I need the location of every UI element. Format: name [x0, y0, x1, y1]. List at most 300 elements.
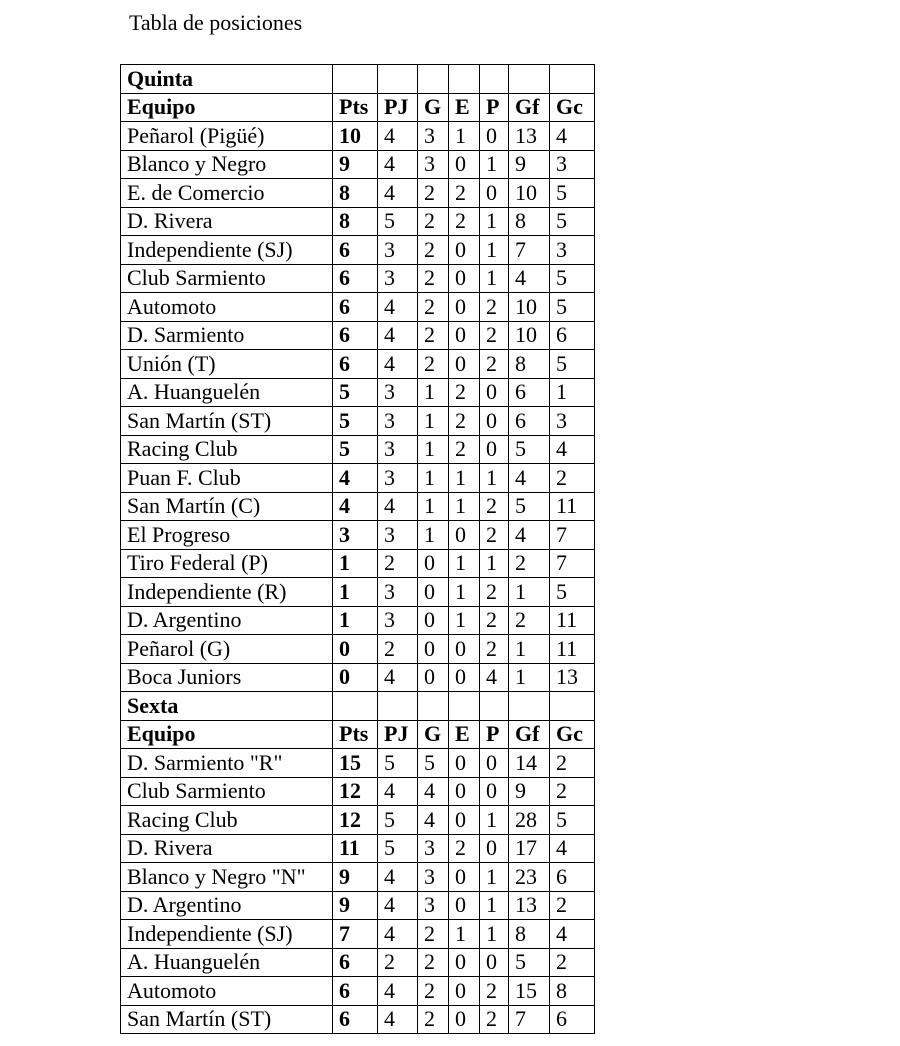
- cell-gc: 2: [550, 464, 595, 493]
- cell-p: 2: [480, 521, 509, 550]
- cell-e: 2: [449, 207, 480, 236]
- cell-gf: 15: [509, 977, 550, 1006]
- cell-e: 0: [449, 948, 480, 977]
- cell-e: 0: [449, 806, 480, 835]
- cell-g: 3: [418, 122, 449, 151]
- cell-p: 2: [480, 635, 509, 664]
- cell-e: 0: [449, 521, 480, 550]
- cell-g: 2: [418, 321, 449, 350]
- cell-p: 1: [480, 464, 509, 493]
- table-row: [121, 207, 595, 236]
- page-title: Tabla de posiciones: [129, 10, 303, 35]
- cell-e: 0: [449, 350, 480, 379]
- table-row: [121, 663, 595, 692]
- cell-gf: 14: [509, 749, 550, 778]
- cell-gc: 5: [550, 207, 595, 236]
- cell-pj: 5: [378, 207, 418, 236]
- cell-team: Independiente (SJ): [121, 236, 333, 265]
- cell-pts: 6: [333, 350, 378, 379]
- cell-p: 0: [480, 834, 509, 863]
- column-header-gc: Gc: [550, 93, 595, 122]
- column-header-row: [121, 93, 595, 122]
- cell-e: 0: [449, 635, 480, 664]
- cell-gf: 13: [509, 891, 550, 920]
- column-header-gf: Gf: [509, 93, 550, 122]
- empty-cell: [550, 65, 595, 94]
- cell-g: 1: [418, 521, 449, 550]
- cell-g: 2: [418, 1005, 449, 1034]
- cell-gf: 23: [509, 863, 550, 892]
- cell-e: 0: [449, 1005, 480, 1034]
- table-row: [121, 948, 595, 977]
- cell-p: 1: [480, 236, 509, 265]
- cell-gc: 5: [550, 179, 595, 208]
- cell-team: E. de Comercio: [121, 179, 333, 208]
- empty-cell: [449, 65, 480, 94]
- column-header-team: Equipo: [121, 93, 333, 122]
- table-row: [121, 891, 595, 920]
- table-row: [121, 150, 595, 179]
- cell-pj: 3: [378, 378, 418, 407]
- cell-pj: 3: [378, 578, 418, 607]
- cell-team: Automoto: [121, 977, 333, 1006]
- table-row: [121, 635, 595, 664]
- table-row: [121, 435, 595, 464]
- cell-p: 2: [480, 293, 509, 322]
- cell-pts: 7: [333, 920, 378, 949]
- cell-pts: 3: [333, 521, 378, 550]
- cell-g: 2: [418, 350, 449, 379]
- cell-team: Independiente (R): [121, 578, 333, 607]
- column-header-gf: Gf: [509, 720, 550, 749]
- cell-gf: 13: [509, 122, 550, 151]
- cell-pts: 10: [333, 122, 378, 151]
- empty-cell: [480, 65, 509, 94]
- cell-gf: 4: [509, 464, 550, 493]
- cell-team: D. Sarmiento "R": [121, 749, 333, 778]
- cell-gc: 5: [550, 293, 595, 322]
- cell-gc: 3: [550, 150, 595, 179]
- cell-team: D. Argentino: [121, 606, 333, 635]
- cell-pj: 3: [378, 606, 418, 635]
- table-row: [121, 749, 595, 778]
- column-header-g: G: [418, 720, 449, 749]
- empty-cell: [333, 692, 378, 721]
- cell-team: Automoto: [121, 293, 333, 322]
- column-header-row: [121, 720, 595, 749]
- section-title: Quinta: [121, 65, 333, 94]
- cell-pj: 4: [378, 777, 418, 806]
- cell-gf: 6: [509, 407, 550, 436]
- cell-team: Puan F. Club: [121, 464, 333, 493]
- cell-g: 0: [418, 606, 449, 635]
- table-row: [121, 236, 595, 265]
- cell-pj: 3: [378, 521, 418, 550]
- cell-gf: 1: [509, 663, 550, 692]
- cell-gf: 5: [509, 435, 550, 464]
- table-row: [121, 578, 595, 607]
- cell-p: 2: [480, 350, 509, 379]
- cell-team: Peñarol (G): [121, 635, 333, 664]
- cell-g: 5: [418, 749, 449, 778]
- cell-p: 4: [480, 663, 509, 692]
- cell-pj: 4: [378, 122, 418, 151]
- cell-e: 1: [449, 606, 480, 635]
- cell-g: 1: [418, 464, 449, 493]
- cell-team: Club Sarmiento: [121, 264, 333, 293]
- section-title-row: [121, 65, 595, 94]
- cell-team: D. Sarmiento: [121, 321, 333, 350]
- cell-e: 0: [449, 150, 480, 179]
- cell-p: 1: [480, 920, 509, 949]
- cell-pts: 9: [333, 150, 378, 179]
- cell-team: D. Argentino: [121, 891, 333, 920]
- cell-pj: 2: [378, 635, 418, 664]
- cell-pj: 3: [378, 435, 418, 464]
- cell-g: 2: [418, 920, 449, 949]
- cell-gc: 13: [550, 663, 595, 692]
- cell-g: 3: [418, 891, 449, 920]
- cell-pts: 6: [333, 236, 378, 265]
- column-header-g: G: [418, 93, 449, 122]
- cell-team: D. Rivera: [121, 834, 333, 863]
- cell-gf: 10: [509, 179, 550, 208]
- cell-e: 2: [449, 407, 480, 436]
- empty-cell: [449, 692, 480, 721]
- cell-gf: 17: [509, 834, 550, 863]
- cell-p: 0: [480, 378, 509, 407]
- cell-pj: 4: [378, 920, 418, 949]
- cell-gc: 2: [550, 749, 595, 778]
- cell-gf: 10: [509, 321, 550, 350]
- cell-pj: 3: [378, 464, 418, 493]
- cell-pts: 4: [333, 492, 378, 521]
- cell-p: 1: [480, 207, 509, 236]
- cell-gf: 5: [509, 948, 550, 977]
- cell-gf: 10: [509, 293, 550, 322]
- table-row: [121, 407, 595, 436]
- cell-pj: 5: [378, 806, 418, 835]
- cell-gf: 9: [509, 777, 550, 806]
- cell-p: 1: [480, 891, 509, 920]
- cell-p: 0: [480, 179, 509, 208]
- cell-pj: 4: [378, 891, 418, 920]
- cell-gc: 6: [550, 863, 595, 892]
- cell-pj: 4: [378, 977, 418, 1006]
- standings-table-body: [121, 65, 595, 1034]
- cell-e: 1: [449, 122, 480, 151]
- cell-pts: 0: [333, 635, 378, 664]
- cell-e: 0: [449, 264, 480, 293]
- cell-gf: 8: [509, 207, 550, 236]
- cell-team: Club Sarmiento: [121, 777, 333, 806]
- cell-team: Unión (T): [121, 350, 333, 379]
- column-header-e: E: [449, 720, 480, 749]
- table-row: [121, 977, 595, 1006]
- table-row: [121, 464, 595, 493]
- cell-pj: 2: [378, 948, 418, 977]
- table-row: [121, 521, 595, 550]
- cell-gf: 4: [509, 264, 550, 293]
- cell-g: 4: [418, 806, 449, 835]
- cell-gf: 4: [509, 521, 550, 550]
- table-row: [121, 122, 595, 151]
- cell-g: 2: [418, 948, 449, 977]
- table-row: [121, 1005, 595, 1034]
- empty-cell: [333, 65, 378, 94]
- cell-g: 2: [418, 236, 449, 265]
- cell-team: Blanco y Negro: [121, 150, 333, 179]
- cell-e: 0: [449, 977, 480, 1006]
- cell-gf: 8: [509, 920, 550, 949]
- cell-p: 0: [480, 948, 509, 977]
- cell-e: 2: [449, 435, 480, 464]
- cell-p: 2: [480, 321, 509, 350]
- table-row: [121, 321, 595, 350]
- cell-pj: 4: [378, 863, 418, 892]
- table-row: [121, 834, 595, 863]
- cell-g: 2: [418, 179, 449, 208]
- cell-pts: 9: [333, 863, 378, 892]
- cell-g: 4: [418, 777, 449, 806]
- cell-pj: 4: [378, 350, 418, 379]
- cell-p: 2: [480, 606, 509, 635]
- cell-team: Racing Club: [121, 435, 333, 464]
- cell-pts: 5: [333, 435, 378, 464]
- cell-pj: 4: [378, 150, 418, 179]
- cell-gf: 7: [509, 1005, 550, 1034]
- cell-e: 0: [449, 321, 480, 350]
- column-header-pj: PJ: [378, 93, 418, 122]
- table-row: [121, 863, 595, 892]
- cell-e: 1: [449, 492, 480, 521]
- cell-team: San Martín (ST): [121, 1005, 333, 1034]
- cell-p: 2: [480, 977, 509, 1006]
- cell-gc: 4: [550, 122, 595, 151]
- cell-e: 1: [449, 578, 480, 607]
- column-header-pj: PJ: [378, 720, 418, 749]
- cell-gc: 4: [550, 920, 595, 949]
- cell-p: 0: [480, 407, 509, 436]
- cell-gc: 2: [550, 891, 595, 920]
- empty-cell: [418, 692, 449, 721]
- cell-pts: 15: [333, 749, 378, 778]
- cell-team: El Progreso: [121, 521, 333, 550]
- cell-pj: 4: [378, 293, 418, 322]
- cell-e: 2: [449, 378, 480, 407]
- cell-gf: 5: [509, 492, 550, 521]
- cell-e: 0: [449, 891, 480, 920]
- column-header-e: E: [449, 93, 480, 122]
- cell-team: San Martín (ST): [121, 407, 333, 436]
- cell-p: 0: [480, 435, 509, 464]
- cell-pts: 6: [333, 321, 378, 350]
- cell-gc: 4: [550, 834, 595, 863]
- cell-e: 1: [449, 920, 480, 949]
- cell-gc: 4: [550, 435, 595, 464]
- cell-pts: 11: [333, 834, 378, 863]
- cell-p: 1: [480, 863, 509, 892]
- table-row: [121, 264, 595, 293]
- cell-p: 1: [480, 150, 509, 179]
- empty-cell: [418, 65, 449, 94]
- cell-gc: 2: [550, 777, 595, 806]
- cell-team: A. Huanguelén: [121, 948, 333, 977]
- cell-pts: 12: [333, 777, 378, 806]
- cell-e: 1: [449, 464, 480, 493]
- cell-p: 0: [480, 749, 509, 778]
- cell-gc: 1: [550, 378, 595, 407]
- cell-p: 0: [480, 122, 509, 151]
- cell-team: Tiro Federal (P): [121, 549, 333, 578]
- cell-gf: 28: [509, 806, 550, 835]
- empty-cell: [509, 65, 550, 94]
- cell-pts: 1: [333, 549, 378, 578]
- cell-gc: 5: [550, 264, 595, 293]
- section-title: Sexta: [121, 692, 333, 721]
- cell-e: 0: [449, 777, 480, 806]
- cell-g: 0: [418, 549, 449, 578]
- cell-gc: 6: [550, 321, 595, 350]
- cell-pts: 6: [333, 293, 378, 322]
- cell-p: 2: [480, 492, 509, 521]
- cell-gc: 11: [550, 635, 595, 664]
- cell-pj: 4: [378, 663, 418, 692]
- cell-p: 1: [480, 806, 509, 835]
- cell-g: 0: [418, 635, 449, 664]
- cell-gc: 11: [550, 606, 595, 635]
- section-title-row: [121, 692, 595, 721]
- cell-team: Racing Club: [121, 806, 333, 835]
- cell-pts: 5: [333, 407, 378, 436]
- column-header-pts: Pts: [333, 720, 378, 749]
- table-row: [121, 350, 595, 379]
- cell-team: San Martín (C): [121, 492, 333, 521]
- column-header-pts: Pts: [333, 93, 378, 122]
- table-row: [121, 777, 595, 806]
- cell-gf: 1: [509, 635, 550, 664]
- cell-p: 2: [480, 1005, 509, 1034]
- cell-team: Peñarol (Pigüé): [121, 122, 333, 151]
- cell-pj: 2: [378, 549, 418, 578]
- cell-gc: 6: [550, 1005, 595, 1034]
- cell-g: 2: [418, 293, 449, 322]
- cell-e: 0: [449, 749, 480, 778]
- empty-cell: [480, 692, 509, 721]
- table-row: [121, 378, 595, 407]
- cell-e: 1: [449, 549, 480, 578]
- empty-cell: [509, 692, 550, 721]
- cell-g: 2: [418, 207, 449, 236]
- cell-e: 2: [449, 834, 480, 863]
- table-row: [121, 549, 595, 578]
- cell-pts: 8: [333, 179, 378, 208]
- cell-g: 3: [418, 150, 449, 179]
- cell-g: 1: [418, 492, 449, 521]
- cell-pts: 1: [333, 578, 378, 607]
- table-row: [121, 920, 595, 949]
- cell-e: 0: [449, 863, 480, 892]
- cell-gc: 3: [550, 407, 595, 436]
- cell-g: 0: [418, 578, 449, 607]
- cell-g: 2: [418, 264, 449, 293]
- cell-pts: 12: [333, 806, 378, 835]
- cell-gc: 11: [550, 492, 595, 521]
- column-header-p: P: [480, 720, 509, 749]
- cell-pj: 3: [378, 236, 418, 265]
- table-row: [121, 806, 595, 835]
- table-row: [121, 293, 595, 322]
- cell-g: 1: [418, 435, 449, 464]
- cell-gc: 5: [550, 350, 595, 379]
- cell-gc: 5: [550, 578, 595, 607]
- table-row: [121, 606, 595, 635]
- cell-team: Independiente (SJ): [121, 920, 333, 949]
- cell-g: 1: [418, 378, 449, 407]
- cell-gc: 7: [550, 521, 595, 550]
- cell-g: 3: [418, 834, 449, 863]
- cell-gf: 9: [509, 150, 550, 179]
- cell-gf: 2: [509, 606, 550, 635]
- cell-pts: 5: [333, 378, 378, 407]
- empty-cell: [550, 692, 595, 721]
- cell-team: D. Rivera: [121, 207, 333, 236]
- cell-e: 2: [449, 179, 480, 208]
- column-header-p: P: [480, 93, 509, 122]
- cell-gf: 1: [509, 578, 550, 607]
- cell-p: 2: [480, 578, 509, 607]
- cell-pj: 4: [378, 179, 418, 208]
- standings-table: [120, 64, 595, 1034]
- cell-gf: 8: [509, 350, 550, 379]
- cell-g: 3: [418, 863, 449, 892]
- cell-pj: 3: [378, 264, 418, 293]
- table-row: [121, 492, 595, 521]
- cell-pts: 4: [333, 464, 378, 493]
- cell-pj: 5: [378, 749, 418, 778]
- cell-pts: 0: [333, 663, 378, 692]
- cell-g: 2: [418, 977, 449, 1006]
- cell-gc: 8: [550, 977, 595, 1006]
- cell-pj: 4: [378, 1005, 418, 1034]
- cell-p: 1: [480, 264, 509, 293]
- cell-gc: 2: [550, 948, 595, 977]
- cell-gf: 7: [509, 236, 550, 265]
- cell-pj: 3: [378, 407, 418, 436]
- cell-g: 0: [418, 663, 449, 692]
- cell-gc: 7: [550, 549, 595, 578]
- cell-pts: 8: [333, 207, 378, 236]
- cell-pts: 1: [333, 606, 378, 635]
- column-header-gc: Gc: [550, 720, 595, 749]
- cell-pj: 5: [378, 834, 418, 863]
- cell-gc: 5: [550, 806, 595, 835]
- cell-team: Boca Juniors: [121, 663, 333, 692]
- cell-p: 0: [480, 777, 509, 806]
- cell-pts: 6: [333, 1005, 378, 1034]
- cell-pts: 6: [333, 948, 378, 977]
- cell-g: 1: [418, 407, 449, 436]
- cell-pj: 4: [378, 321, 418, 350]
- cell-pts: 6: [333, 977, 378, 1006]
- table-row: [121, 179, 595, 208]
- empty-cell: [378, 692, 418, 721]
- cell-e: 0: [449, 236, 480, 265]
- cell-pj: 4: [378, 492, 418, 521]
- cell-pts: 6: [333, 264, 378, 293]
- cell-gc: 3: [550, 236, 595, 265]
- cell-gf: 6: [509, 378, 550, 407]
